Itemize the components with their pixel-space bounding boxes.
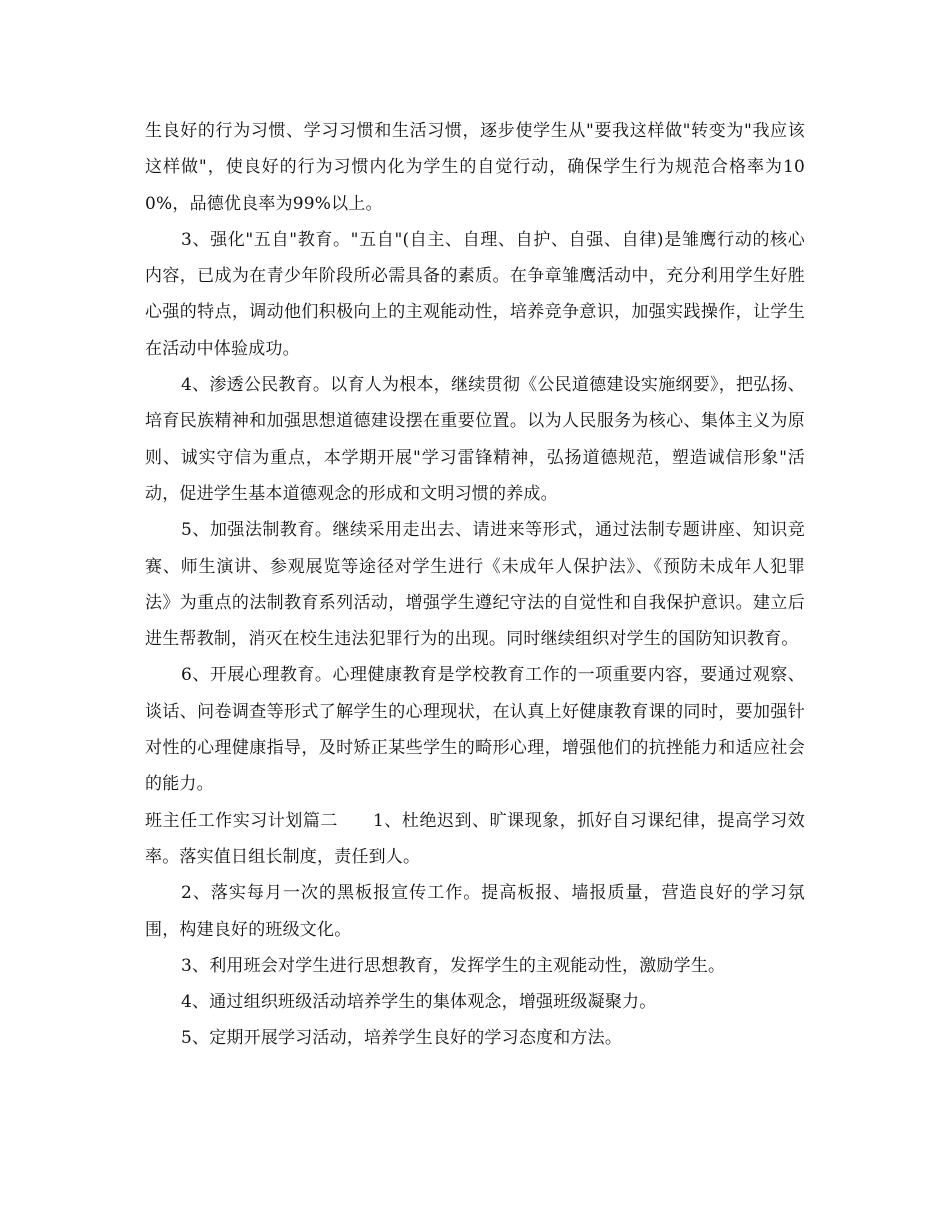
paragraph-item-6: 6、开展心理教育。心理健康教育是学校教育工作的一项重要内容，要通过观察、谈话、问卷调查等形式了解学生的心理现状，在认真上好健康教育课的同时，要加强针对性的心理健康指导，及时矫正某些学生的畸形心理，增强他们的抗挫能力和适应社会的能力。 <box>145 665 805 795</box>
paragraph-intro-continued: 生良好的行为习惯、学习习惯和生活习惯，逐步使学生从"要我这样做"转变为"我应该这样做"，使良好的行为习惯内化为学生的自觉行动，确保学生行为规范合格率为100%，品德优良率为99%以上。 <box>145 121 805 214</box>
document-body <box>145 113 805 1057</box>
paragraph-item-4: 4、渗透公民教育。以育人为根本，继续贯彻《公民道德建设实施纲要》，把弘扬、培育民族精神和加强思想道德建设摆在重要位置。以为人民服务为核心、集体主义为原则、诚实守信为重点，本学期开展"学习雷锋精神，弘扬道德规范，塑造诚信形象"活动，促进学生基本道德观念的形成和文明习惯的养成。 <box>145 375 805 504</box>
paragraph-part-2-item-5: 5、定期开展学习活动，培养学生良好的学习态度和方法。 <box>181 1028 623 1049</box>
paragraph-item-3: 3、强化"五自"教育。"五自"(自主、自理、自护、自强、自律)是雏鹰行动的核心内容，已成为在青少年阶段所必需具备的素质。在争章雏鹰活动中，充分利用学生好胜心强的特点，调动他们积极向上的主观能动性，培养竞争意识，加强实践操作，让学生在活动中体验成功。 <box>145 229 805 359</box>
paragraph-part-2-item-1: 班主任工作实习计划篇二 1、杜绝迟到、旷课现象，抓好自习课纪律，提高学习效率。落实值日组长制度，责任到人。 <box>145 810 805 867</box>
paragraph-item-5: 5、加强法制教育。继续采用走出去、请进来等形式，通过法制专题讲座、知识竞赛、师生演讲、参观展览等途径对学生进行《未成年人保护法》、《预防未成年人犯罪法》为重点的法制教育系列活动，增强学生遵纪守法的自觉性和自我保护意识。建立后进生帮教制，消灭在校生违法犯罪行为的出现。同时继续组织对学生的国防知识教育。 <box>145 520 805 650</box>
paragraph-part-2-item-4: 4、通过组织班级活动培养学生的集体观念，增强班级凝聚力。 <box>181 992 657 1013</box>
paragraph-part-2-item-3: 3、利用班会对学生进行思想教育，发挥学生的主观能动性，激励学生。 <box>181 955 726 976</box>
paragraph-part-2-item-2: 2、落实每月一次的黑板报宣传工作。提高板报、墙报质量，营造良好的学习氛围，构建良好的班级文化。 <box>145 883 805 940</box>
